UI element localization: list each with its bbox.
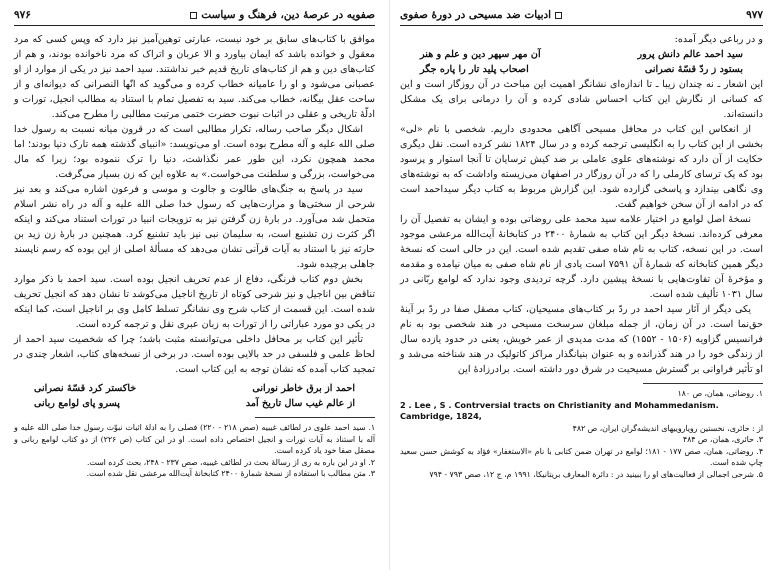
poem [400, 47, 763, 77]
footnote: از : حائری، نخستین رویاروییهای اندیشه‌گران ایران، ص ۴۸۲ [572, 423, 763, 433]
left-page [6, 0, 385, 570]
paragraph: سید در پاسخ به جنگ‌های طالوت و جالوت و موسی و فرعون اشاره می‌کند و بعد نیز شرحی از سختی‌ها و مرارت‌هایی که رسول خدا صلی الله علیه و آله در راه نشر اسلام متحمل شد می‌آورد. در بارهٔ زن گرفتن نیز به تزویجات انبیا در تورات استناد می‌کند و اینکه اگر کثرت زن تشنیع است، به سلیمان نبی نیز باید تشنیع کرد. همچنین در بارهٔ زن زید بن حارثه نیز با استناد به آیات قرآنی نشان می‌دهد که مسألهٔ اصلی از این بوده که رسم ناپسند جاهلی برچیده شود. [14, 184, 375, 270]
page-header [14, 6, 375, 24]
paragraph: از انعکاس این کتاب در محافل مسیحی آگاهی محدودی داریم. شخصی با نام «لی» بخشی از این کتاب را به انگلیسی ترجمه کرده و در سال ۱۸۲۴ نشر کرده است. نقل دیگری حکایت از آن دارد که نوشته‌های علوی عاملی بر ضد کیش ترسایان تا آنجا استوار و پرسود بود که یک ترسای کارملی را که در آن روزگار در اصفهان می‌زیسته واداشت که به نوشته‌های وی نگاهی بیندازد و پاسخی گزارده شود. این گزارش مربوط به کتاب دیگر سیداحمد است که در ادامه از آن سخن خواهیم گفت. [400, 124, 764, 210]
footnotes [14, 422, 375, 480]
footnote: ۳. متن مطالب با استفاده از نسخهٔ شمارهٔ ۲۴۰۰ کتابخانهٔ آیت‌الله مرعشی نقل شده است. [86, 469, 375, 478]
verse-line: احمد از برق خاطر نورانی خاکستر کرد قسّهٔ نصرانی [34, 383, 355, 394]
footnote: ۴. روضاتی، همان، صص ۱۷۷ - ۱۸۱؛ لوامع در تهران ضمن کتابی با نام «الاستغفار» فؤاد به کوشش حسن سعید چاپ شده است. [400, 446, 764, 467]
intro-line: و در رباعی دیگر آمده: [674, 34, 763, 45]
footnote: ۱. سید احمد علوی در لطائف غیبیه (صص ۲۱۸ - ۲۲۰) فصلی را به ادلهٔ اثبات نبوّت رسول خدا صلی الله علیه و آله با استناد به آیات تورات و انجیل اختصاص داده است. او در این کتاب (ص ۲۲۶) از دو کتاب لوامع ربانی و مصقل صفا خود یاد کرده است. [14, 423, 376, 455]
running-title: صفویه در عرصهٔ دین، فرهنگ و سیاست [186, 9, 375, 21]
header-rule [14, 25, 375, 26]
paragraph: موافق با کتاب‌های سابق بر خود نیست، عبارتی توهین‌آمیز نیز دارد که وپس کسی که مرد معقول و خوانده باشد که ایمان بیاورد و الا عربان و اتراک که مرد ناخوانده بودند، و هم از کتاب‌های دین و هم از کتاب‌های تاریخ قدیم خبر نداشتند. سید احمد نیز در یکی از موارد از او عصبانی می‌شود و او را عامیانه خطاب کرده و می‌گوید که انّها النصرانی که دیوانه‌ای و از ساحت عقل بیگانه، خطاب می‌کند. سید به تفصیل تمام با استناد به مطالب انجیل، تورات و ادلّهٔ تاریخی و عقلی در اثبات نبوت حضرت ختمی مرتبت مطالبی را مطرح می‌کند. [14, 34, 375, 120]
footnotes [400, 388, 763, 480]
page-number: ۹۷۷ [746, 9, 763, 21]
footnote: ۲. او در این باره به ری از رسالهٔ بحث در لطائف غیبیه، صص ۲۳۷ - ۲۴۸، بحث کرده است. [86, 457, 375, 467]
right-page [394, 0, 773, 570]
footnote-english: 2 . Lee , S . Contrversial tracts on Christianity and Mohammedanism. Cambridge, 1824, [400, 399, 719, 421]
footnote-rule [643, 383, 763, 384]
footnote: ۵. شرحی اجمالی از فعالیت‌های او را ببینید در : دائرة المعارف بریتانیکا، ۱۹۹۱ م، ج ۱۲، صص ۷۹۳ - ۷۹۴ [429, 469, 763, 479]
verse-line: از عالم غیب سال تاریخ آمد پسرو پای لوامع ربانی [34, 398, 355, 409]
square-icon [190, 12, 197, 19]
paragraph: تأثیر این کتاب بر محافل داخلی می‌توانسته مثبت باشد؛ چرا که شخصیت سید احمد از لحاظ علمی و فلسفی در حد بالایی بوده است. در برخی از نسخه‌های کتاب، اشعار چندی در تمجید کتاب آمده که نشان توجه به این کتاب است. [14, 334, 375, 375]
header-rule [400, 25, 763, 26]
verse-line: سید احمد عالم دانش پرور آن مهر سپهر دین و علم و هنر [420, 49, 743, 60]
square-icon [555, 12, 562, 19]
footnote-rule [255, 417, 375, 418]
paragraph: یکی دیگر از آثار سید احمد در ردّ بر کتاب‌های مسیحیان، کتاب مصقل صفا در ردّ بر آینهٔ حق‌نما است. در آن زمان، از جمله مبلغان سرسخت مسیحی در هند شخصی بود به نام فرانسیس گزاویه (۱۵۰۶ - ۱۵۵۲) که مدت مدیدی از عمر خویش، یعنی در حدود یازده سال از زندگی خود را در هند گذرانده و به عنوان بنیانگذار مراکز کاتولیک در هند شناخته می‌شد و او تأثیر فراوانی بر گسترش مسیحیت در شرق دور داشته است. برادرزادهٔ این [400, 304, 764, 375]
page-gutter [389, 0, 390, 570]
page-header [400, 6, 763, 24]
poem [14, 381, 375, 411]
footnote: ۱. روضاتی، همان، ص ۱۸۰ [677, 389, 763, 398]
paragraph: نسخهٔ اصل لوامع در اختیار علامه سید محمد علی روضاتی بوده و ایشان به تفصیل آن را معرفی کرده‌اند. نسخهٔ دیگر این کتاب به شمارهٔ ۲۴۰۰ در کتابخانهٔ آیت‌الله مرعشی موجود است. در این نسخه، کتاب به نام شاه صفی تقدیم شده است. این در حالی است که نسخهٔ دیگر همین کتابخانه که شمارهٔ آن ۷۵۹۱ است یادی از نام شاه صفی به میان نیامده و مقدمه و مؤخرهٔ آن تفاوت‌هایی با نسخهٔ پیشین دارد. گرچه تردیدی وجود ندارد که لوامع ربّانی در سال ۱۰۳۱ تألیف شده است. [400, 214, 763, 300]
paragraph: این اشعار ـ نه چندان زیبا ـ تا اندازه‌ای نشانگر اهمیت این مباحث در آن روزگار است و این که کسانی از نگارش این کتاب احساس شادی کرده و آن را درمانی برای یک مشکل دانسته‌اند. [400, 79, 763, 120]
footnote: ۳. حائری، همان، ص ۴۸۴ [682, 435, 763, 444]
paragraph: اشکال دیگر صاحب رساله، تکرار مطالبی است که در قرون میانه نسبت به رسول خدا صلی الله علیه و آله مطرح بوده است. او می‌نویسد: «انبیای گذشته همه تارک دنیا بودند؛ اما محمد همچون نکرد، این طور عمر نگذاشت، دنیا را ترک ننموده بود؛ زیرا که مال می‌خواست، بزرگی و سلطنت می‌خواست.» به علاوه این که زن بسیار می‌گرفت. [14, 124, 375, 180]
verse-line: بستود ز ردّ قسّهٔ نصرانی اصحاب پلید تار را پاره جگر [420, 64, 743, 75]
running-title: ادبیات ضد مسیحی در دورهٔ صفوی [400, 9, 566, 21]
page-number: ۹۷۶ [14, 9, 31, 21]
paragraph: بخش دوم کتاب فرنگی، دفاع از عدم تحریف انجیل بوده است. سید احمد با ذکر موارد تناقض بین اناجیل و نیز شرحی کوتاه از تاریخ اناجیل می‌کوشد تا نشان دهد که انجیل تحریف شده است. این قسمت از کتاب شرح وی نشانگر تسلط کامل وی بر اناجیل است، کما اینکه در یکی دو مورد عباراتی را از تورات به زبان عبری نقل و ترجمه کرده است. [14, 274, 375, 330]
